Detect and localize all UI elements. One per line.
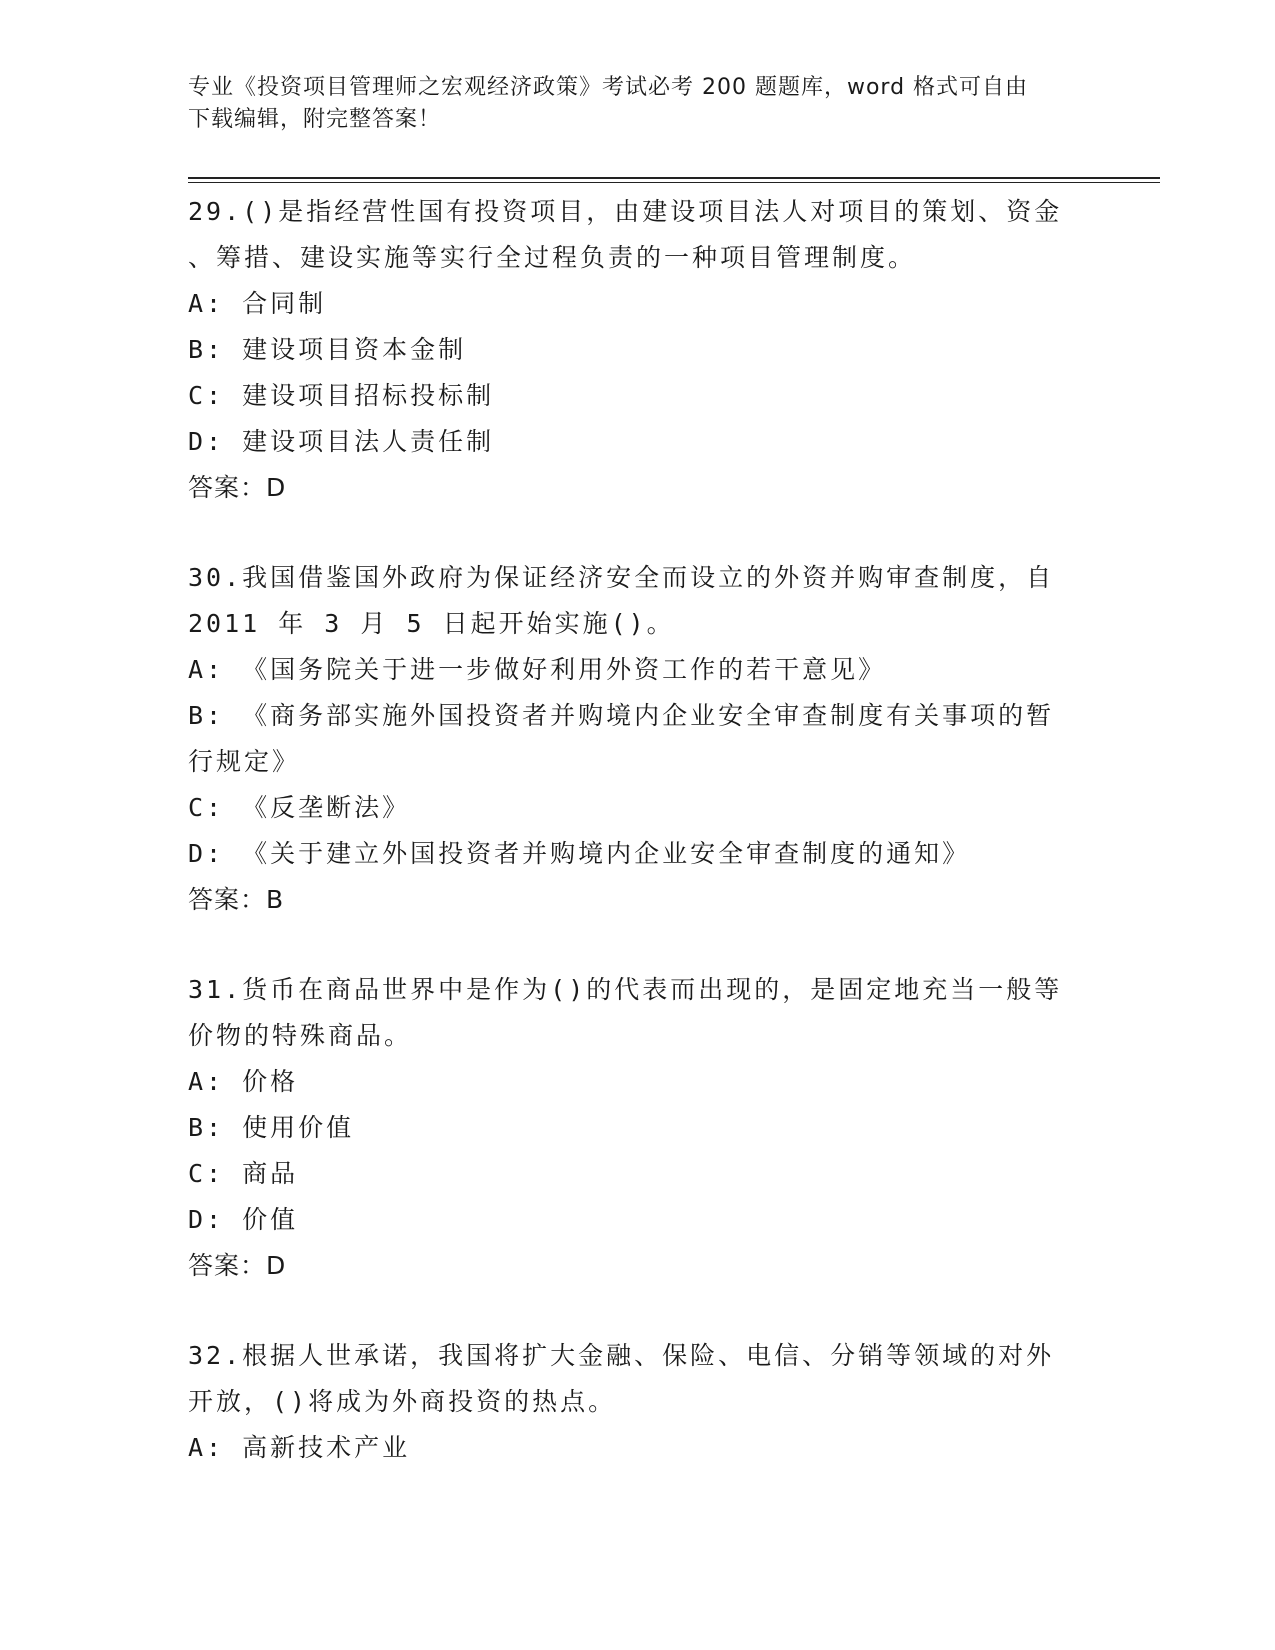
header-line-1: 专业《投资项目管理师之宏观经济政策》考试必考 200 题题库，word 格式可自由 (188, 75, 1029, 100)
header-line-2: 下载编辑，附完整答案！ (188, 107, 442, 132)
question-stem-line: 2011 年 3 月 5 日起开始实施()。 (188, 609, 675, 638)
option-c: C: 《反垄断法》 (188, 793, 411, 822)
answer-line: 答案：B (188, 885, 285, 914)
question-stem-line: 、筹措、建设实施等实行全过程负责的一种项目管理制度。 (188, 243, 917, 272)
question-stem-line: 31.货币在商品世界中是作为()的代表而出现的，是固定地充当一般等 (188, 975, 1063, 1004)
option-d: D: 建设项目法人责任制 (188, 427, 495, 456)
question-30 (188, 555, 1088, 923)
option-b-continued: 行规定》 (188, 747, 301, 776)
option-d: D: 《关于建立外国投资者并购境内企业安全审查制度的通知》 (188, 839, 971, 868)
question-stem-line: 价物的特殊商品。 (188, 1021, 413, 1050)
question-stem-line: 开放，()将成为外商投资的热点。 (188, 1387, 617, 1416)
header-divider-thin (188, 182, 1160, 183)
question-list (188, 189, 1088, 1515)
option-a: A: 价格 (188, 1067, 299, 1096)
option-c: C: 商品 (188, 1159, 299, 1188)
answer-line: 答案：D (188, 473, 287, 502)
option-b: B: 《商务部实施外国投资者并购境内企业安全审查制度有关事项的暂 (188, 701, 1055, 730)
document-header (188, 72, 1088, 136)
question-stem-line: 32.根据人世承诺，我国将扩大金融、保险、电信、分销等领域的对外 (188, 1341, 1055, 1370)
question-32 (188, 1333, 1088, 1471)
header-divider-thick (188, 177, 1160, 179)
question-stem-line: 30.我国借鉴国外政府为保证经济安全而设立的外资并购审查制度，自 (188, 563, 1055, 592)
option-b: B: 使用价值 (188, 1113, 355, 1142)
option-a: A: 《国务院关于进一步做好利用外资工作的若干意见》 (188, 655, 887, 684)
option-d: D: 价值 (188, 1205, 299, 1234)
question-stem-line: 29.()是指经营性国有投资项目，由建设项目法人对项目的策划、资金 (188, 197, 1063, 226)
option-c: C: 建设项目招标投标制 (188, 381, 495, 410)
question-31 (188, 967, 1088, 1289)
option-b: B: 建设项目资本金制 (188, 335, 467, 364)
question-29 (188, 189, 1088, 511)
option-a: A: 高新技术产业 (188, 1433, 411, 1462)
answer-line: 答案：D (188, 1251, 287, 1280)
option-a: A: 合同制 (188, 289, 327, 318)
